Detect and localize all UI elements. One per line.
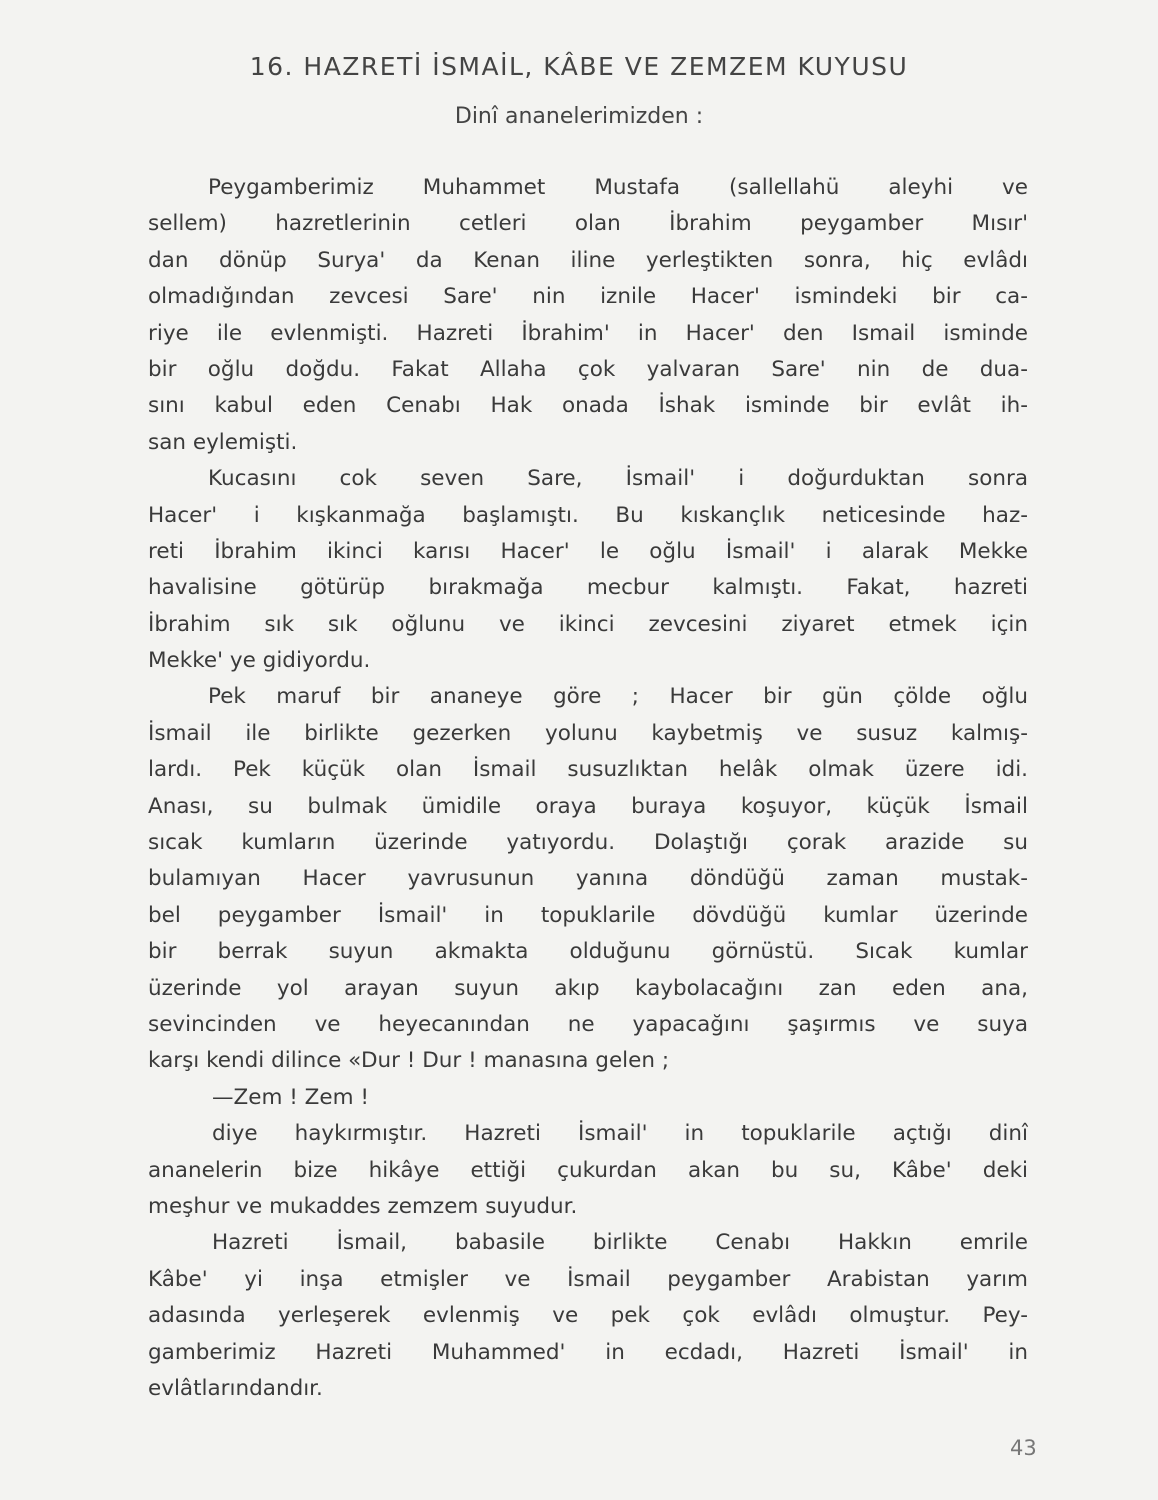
text-line: lardı. Pek küçük olan İsmail susuzlıktan helâk olmak üzere idi. [148,757,1028,783]
text-line: Hazreti İsmail, babasile birlikte Cenabı Hakkın emrile [212,1230,1028,1256]
text-line: Peygamberimiz Muhammet Mustafa (sallellahü aleyhi ve [208,175,1028,200]
page-number: 43 [1010,1436,1037,1460]
text-line: ananelerin bize hikâye ettiği çukurdan akan bu su, Kâbe' deki [148,1157,1028,1183]
text-line: bir oğlu doğdu. Fakat Allaha çok yalvaran Sare' nin de dua- [148,356,1028,382]
text-line: meşhur ve mukaddes zemzem suyudur. [148,1193,578,1219]
text-line: evlâtlarındandır. [148,1375,323,1401]
text-line: sıcak kumların üzerinde yatıyordu. Dolaştığı çorak arazide su [148,830,1028,856]
text-line: san eylemişti. [148,429,298,455]
text-line: gamberimiz Hazreti Muhammed' in ecdadı, Hazreti İsmail' in [148,1339,1028,1365]
body-text [148,170,1028,1407]
text-line: sevincinden ve heyecanından ne yapacağını şaşırmıs ve suya [148,1011,1028,1037]
text-line: İbrahim sık sık oğlunu ve ikinci zevcesini ziyaret etmek için [148,611,1028,637]
text-line: diye haykırmıştır. Hazreti İsmail' in topuklarile açtığı dinî [212,1121,1028,1147]
text-line: sını kabul eden Cenabı Hak onada İshak isminde bir evlât ih- [148,393,1028,419]
text-line: dan dönüp Surya' da Kenan iline yerleştikten sonra, hiç evlâdı [148,247,1028,273]
chapter-subtitle: Dinî ananelerimizden : [454,104,704,129]
text-line: İsmail ile birlikte gezerken yolunu kaybetmiş ve susuz kalmış- [148,720,1028,746]
text-line: bulamıyan Hacer yavrusunun yanına döndüğü zaman mustak- [148,866,1028,892]
text-line: olmadığından zevcesi Sare' nin iznile Hacer' ismindeki bir ca- [148,284,1028,310]
text-line: Mekke' ye gidiyordu. [148,648,371,674]
text-line: havalisine götürüp bırakmağa mecbur kalmıştı. Fakat, hazreti [148,575,1028,601]
text-line: adasında yerleşerek evlenmiş ve pek çok evlâdı olmuştur. Pey- [148,1303,1028,1329]
chapter-title: 16. HAZRETİ İSMAİL, KÂBE VE ZEMZEM KUYUSU [249,52,909,81]
text-line: sellem) hazretlerinin cetleri olan İbrahim peygamber Mısır' [148,211,1028,237]
text-line: Kucasını cok seven Sare, İsmail' i doğurduktan sonra [208,466,1028,492]
text-line: üzerinde yol arayan suyun akıp kaybolacağını zan eden ana, [148,975,1028,1001]
text-line: Hacer' i kışkanmağa başlamıştı. Bu kıskançlık neticesinde haz- [148,502,1028,528]
text-line: reti İbrahim ikinci karısı Hacer' le oğlu İsmail' i alarak Mekke [148,538,1028,564]
text-line: Pek maruf bir ananeye göre ; Hacer bir gün çölde oğlu [208,684,1028,710]
text-line: karşı kendi dilince «Dur ! Dur ! manasına gelen ; [148,1048,670,1074]
text-line: bel peygamber İsmail' in topuklarile dövdüğü kumlar üzerinde [148,902,1028,928]
text-line: Anası, su bulmak ümidile oraya buraya koşuyor, küçük İsmail [148,793,1028,819]
text-line: bir berrak suyun akmakta olduğunu görnüstü. Sıcak kumlar [148,939,1028,965]
text-line: riye ile evlenmişti. Hazreti İbrahim' in Hacer' den Ismail isminde [148,320,1028,346]
text-line: —Zem ! Zem ! [212,1084,370,1110]
text-line: Kâbe' yi inşa etmişler ve İsmail peygamber Arabistan yarım [148,1266,1028,1292]
